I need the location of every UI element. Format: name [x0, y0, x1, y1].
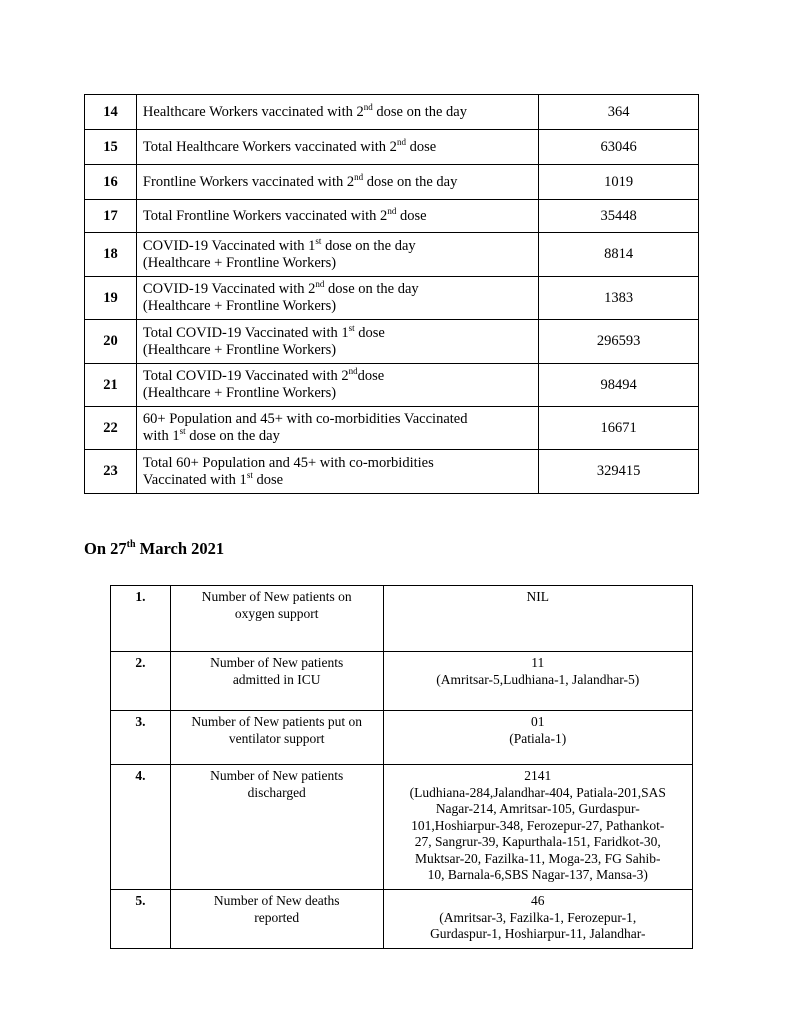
table-row [111, 586, 693, 652]
row-number: 22 [85, 407, 137, 450]
table-row [85, 200, 699, 233]
row-number: 21 [85, 364, 137, 407]
table-row [85, 95, 699, 130]
table-row [85, 165, 699, 200]
row-number: 14 [85, 95, 137, 130]
table-row [85, 407, 699, 450]
row-number: 5. [111, 890, 171, 949]
row-description: Number of New patients on oxygen support [170, 586, 383, 652]
row-description: Healthcare Workers vaccinated with 2nd dose on the day [136, 95, 538, 130]
table-row [111, 652, 693, 711]
row-description: Total COVID-19 Vaccinated with 2nddose (Healthcare + Frontline Workers) [136, 364, 538, 407]
row-description: COVID-19 Vaccinated with 1st dose on the day (Healthcare + Frontline Workers) [136, 233, 538, 277]
row-value: 11 (Amritsar-5,Ludhiana-1, Jalandhar-5) [383, 652, 692, 711]
row-value: 63046 [539, 130, 699, 165]
row-number: 1. [111, 586, 171, 652]
table-row [85, 320, 699, 364]
row-description: Number of New patients put on ventilator support [170, 711, 383, 765]
patient-status-table [110, 585, 693, 949]
table-row [85, 233, 699, 277]
row-number: 23 [85, 450, 137, 494]
row-description: Number of New deaths reported [170, 890, 383, 949]
row-value: 8814 [539, 233, 699, 277]
table-row [85, 450, 699, 494]
row-value: 35448 [539, 200, 699, 233]
row-number: 3. [111, 711, 171, 765]
row-description: COVID-19 Vaccinated with 2nd dose on the day (Healthcare + Frontline Workers) [136, 277, 538, 320]
row-number: 15 [85, 130, 137, 165]
row-value: 329415 [539, 450, 699, 494]
table-row [85, 364, 699, 407]
section-heading: On 27th March 2021 [84, 539, 225, 558]
row-value: 364 [539, 95, 699, 130]
row-number: 20 [85, 320, 137, 364]
table-row [111, 711, 693, 765]
row-description: Number of New patients discharged [170, 765, 383, 890]
row-description: Total 60+ Population and 45+ with co-morbidities Vaccinated with 1st dose [136, 450, 538, 494]
table-row [111, 765, 693, 890]
row-value: 98494 [539, 364, 699, 407]
row-number: 2. [111, 652, 171, 711]
row-value: 2141 (Ludhiana-284,Jalandhar-404, Patiala-201,SAS Nagar-214, Amritsar-105, Gurdaspur- 101,Hoshiarpur-348, Ferozepur-27, Pathankot- 27, Sangrur-39, Kapurthala-151, Faridkot-30, Muktsar-20, Fazilka-11, Moga-23, FG Sahib- 10, Barnala-6,SBS Nagar-137, Mansa-3) [383, 765, 692, 890]
row-number: 19 [85, 277, 137, 320]
row-value: 1019 [539, 165, 699, 200]
row-value: 46 (Amritsar-3, Fazilka-1, Ferozepur-1, Gurdaspur-1, Hoshiarpur-11, Jalandhar- [383, 890, 692, 949]
row-value: 1383 [539, 277, 699, 320]
row-number: 18 [85, 233, 137, 277]
row-description: Frontline Workers vaccinated with 2nd dose on the day [136, 165, 538, 200]
row-description: Total Frontline Workers vaccinated with 2nd dose [136, 200, 538, 233]
row-description: Number of New patients admitted in ICU [170, 652, 383, 711]
row-number: 16 [85, 165, 137, 200]
row-description: 60+ Population and 45+ with co-morbidities Vaccinated with 1st dose on the day [136, 407, 538, 450]
row-value: 296593 [539, 320, 699, 364]
row-value: 01 (Patiala-1) [383, 711, 692, 765]
row-value: 16671 [539, 407, 699, 450]
row-description: Total Healthcare Workers vaccinated with 2nd dose [136, 130, 538, 165]
table-row [85, 130, 699, 165]
row-number: 4. [111, 765, 171, 890]
row-value: NIL [383, 586, 692, 652]
table-row [111, 890, 693, 949]
table-row [85, 277, 699, 320]
vaccination-summary-table [84, 94, 699, 494]
row-description: Total COVID-19 Vaccinated with 1st dose (Healthcare + Frontline Workers) [136, 320, 538, 364]
row-number: 17 [85, 200, 137, 233]
